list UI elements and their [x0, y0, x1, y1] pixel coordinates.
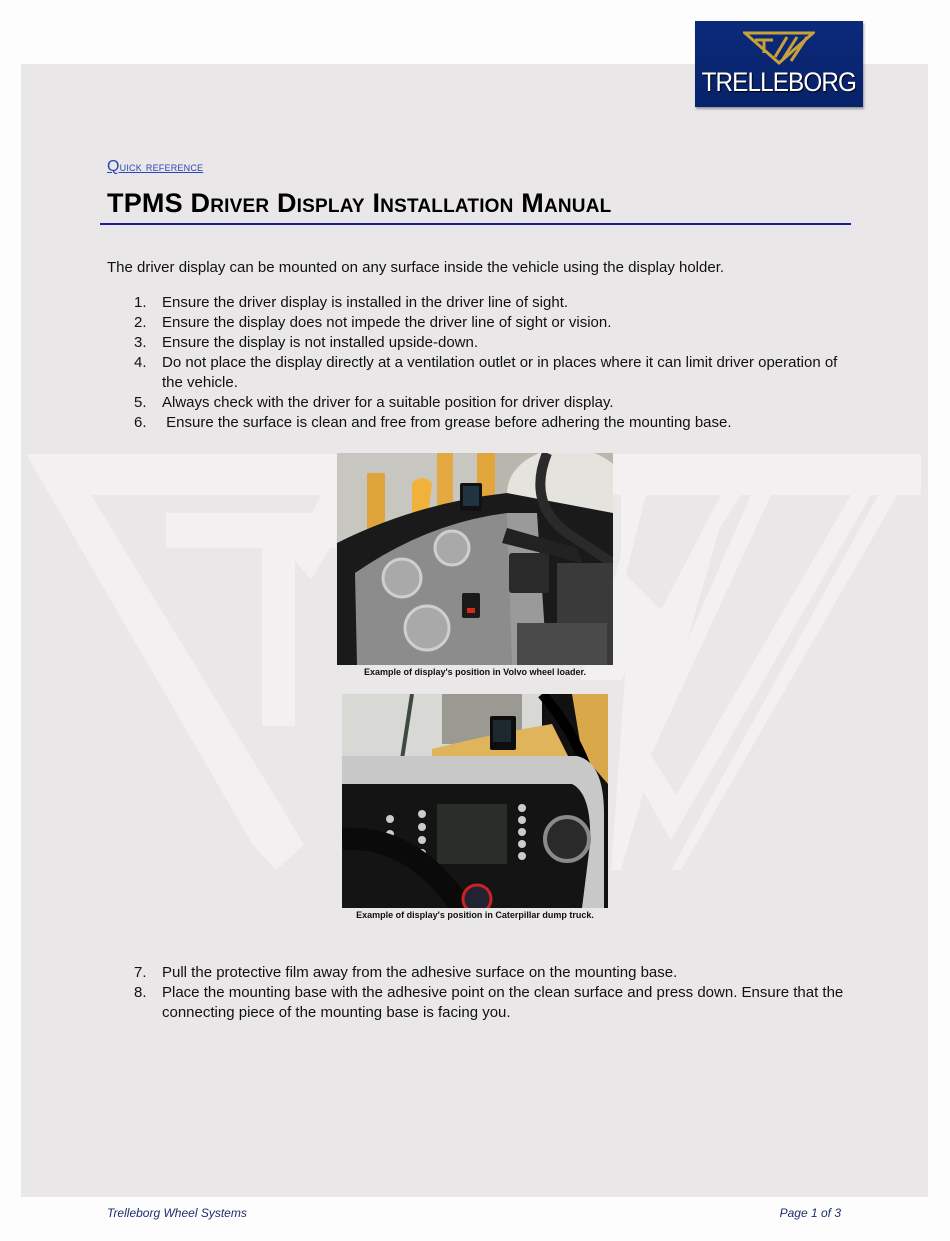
intro-paragraph: The driver display can be mounted on any surface inside the vehicle using the display holder.	[107, 259, 725, 276]
figure-caption: Example of display's position in Caterpillar dump truck.	[356, 910, 594, 920]
figure-volvo-wheel-loader	[337, 453, 613, 677]
caterpillar-dump-truck-cab-photo	[342, 694, 608, 908]
list-item: 8. Place the mounting base with the adhesive point on the clean surface and press down. Ensure that the connecting piece of the mounting base is facing you.	[134, 984, 844, 1021]
installation-steps-list	[107, 293, 847, 433]
list-item: 4. Do not place the display directly at a ventilation outlet or in places where it can limit driver operation of the vehicle.	[134, 354, 838, 391]
logo-wordmark: TRELLEBORG	[701, 67, 857, 97]
list-item: 5. Always check with the driver for a suitable position for driver display.	[134, 394, 614, 411]
figure-caterpillar-dump-truck	[342, 694, 608, 920]
volvo-wheel-loader-cab-photo	[337, 453, 613, 665]
figure-caption: Example of display's position in Volvo wheel loader.	[363, 667, 587, 677]
list-item: 3. Ensure the display is not installed upside-down.	[134, 334, 479, 351]
document-subtitle[interactable]	[107, 158, 203, 176]
list-item: 2. Ensure the display does not impede the driver line of sight or vision.	[134, 314, 612, 331]
title-divider	[100, 223, 851, 225]
footer-company: Trelleborg Wheel Systems	[107, 1206, 247, 1220]
list-item: 1. Ensure the driver display is installed in the driver line of sight.	[134, 294, 569, 311]
list-item: 6. Ensure the surface is clean and free from grease before adhering the mounting base.	[134, 414, 732, 431]
trelleborg-logo	[695, 21, 863, 107]
subtitle-initial: Q	[107, 158, 120, 175]
page-title: TPMS Driver Display Installation Manual	[107, 188, 612, 218]
subtitle-rest: uick reference	[119, 159, 204, 174]
trelleborg-emblem-icon	[743, 31, 815, 65]
installation-steps-list-continued	[107, 963, 847, 1023]
list-item: 7. Pull the protective film away from the adhesive surface on the mounting base.	[134, 964, 678, 981]
footer-page-number: Page 1 of 3	[779, 1206, 841, 1220]
